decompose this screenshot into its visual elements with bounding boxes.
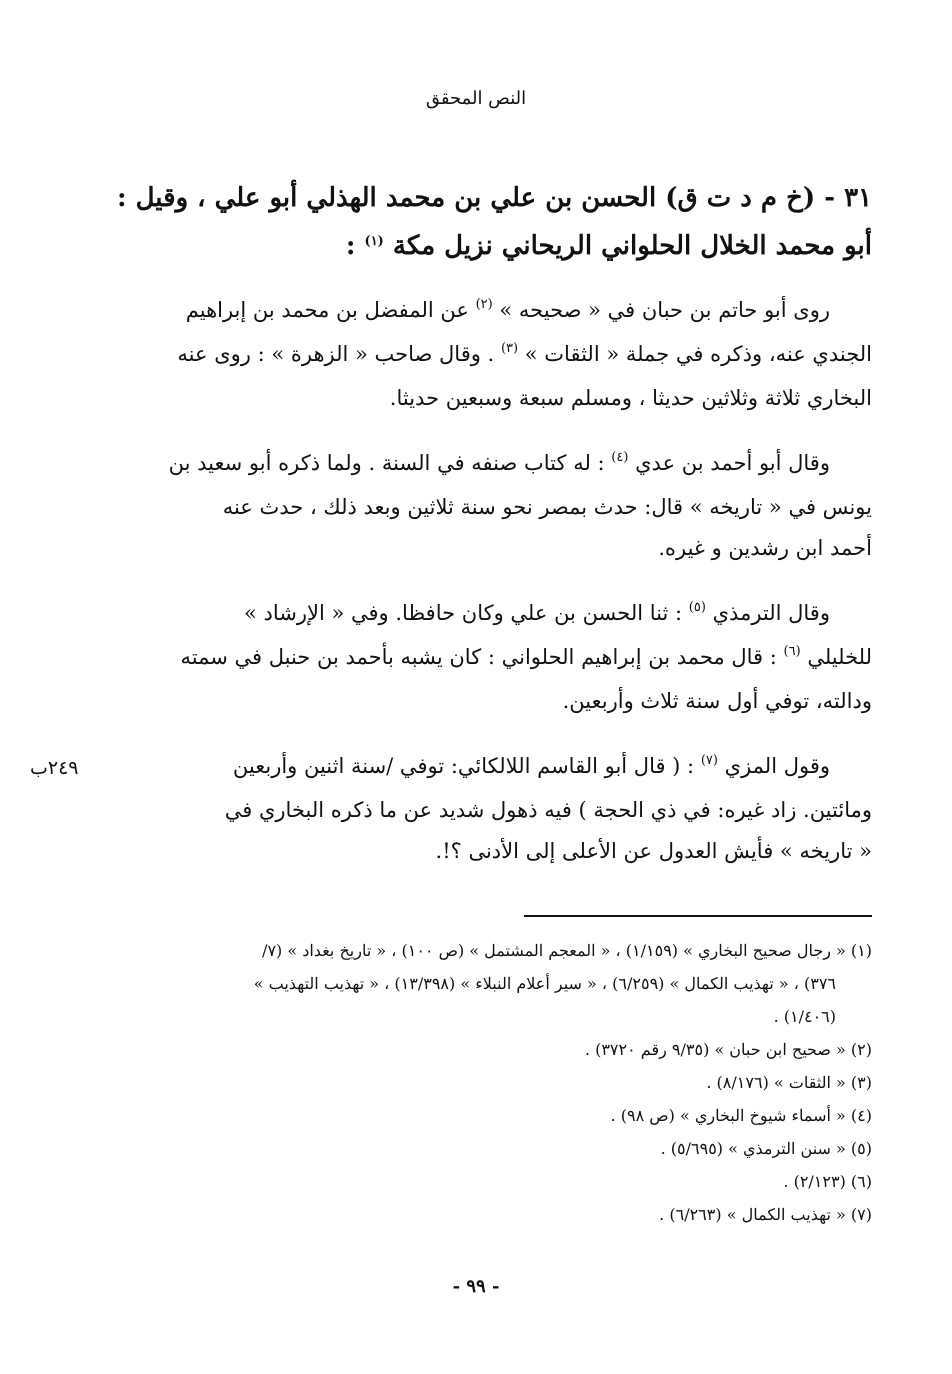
text-line [100, 290, 872, 334]
line-tail: عن المفضل بن محمد بن إبراهيم [185, 298, 469, 322]
text-line [100, 593, 872, 637]
line-text: للخليلي [807, 645, 872, 669]
footnote-line: (٣) « الثقات » (٨/١٧٦) . [706, 1073, 872, 1092]
entry-heading-line [72, 222, 872, 275]
text-line: ومائتين. زاد غيره: في ذي الحجة ) فيه ذهول شديد عن ما ذكره البخاري في [224, 798, 872, 822]
footnote-ref: (١) [364, 234, 384, 249]
text-line: البخاري ثلاثة وثلاثين حديثا ، ومسلم سبعة وسبعين حديثا. [389, 386, 872, 410]
footnote-line: ٣٧٦) ، « تهذيب الكمال » (٦/٢٥٩) ، « سير أعلام النبلاء » (١٣/٣٩٨) ، « تهذيب التهذيب » [253, 974, 836, 993]
paragraph [100, 290, 872, 419]
footnote-ref: (٦) [783, 644, 801, 659]
footnotes [92, 934, 872, 1231]
text-line: أحمد ابن رشدين و غيره. [658, 536, 872, 560]
entry-heading-line: ٣١ - (خ م د ت ق) الحسن بن علي بن محمد الهذلي أبو علي ، وقيل : [116, 183, 872, 213]
text-line [100, 637, 872, 681]
footnote-line: (٦) (٢/١٢٣) . [783, 1172, 872, 1191]
text-line: ودالته، توفي أول سنة ثلاث وأربعين. [562, 689, 872, 713]
footnote-line: (٧) « تهذيب الكمال » (٦/٢٦٣) . [659, 1205, 872, 1224]
line-text: وقال أبو أحمد بن عدي [635, 451, 830, 475]
line-tail: . وقال صاحب « الزهرة » : روى عنه [177, 342, 495, 366]
footnote-divider [524, 915, 872, 917]
line-text: الجندي عنه، وذكره في جملة « الثقات » [524, 342, 872, 366]
line-text: روى أبو حاتم بن حبان في « صحيحه » [499, 298, 830, 322]
footnote-ref: (٤) [611, 450, 629, 465]
paragraph [100, 443, 872, 569]
text-line [100, 443, 872, 487]
paragraph [100, 746, 872, 872]
footnote-line: (٢) « صحيح ابن حبان » (٩/٣٥ رقم ٣٧٢٠) . [584, 1040, 872, 1059]
line-tail: : ثنا الحسن بن علي وكان حافظا. وفي « الإرشاد » [244, 601, 683, 625]
entry-heading-text: أبو محمد الخلال الحلواني الريحاني نزيل مكة [392, 231, 872, 261]
entry-heading-colon: : [345, 231, 356, 261]
text-line [100, 746, 872, 790]
line-tail: : له كتاب صنفه في السنة . ولما ذكره أبو سعيد بن [168, 451, 605, 475]
line-text: وقال الترمذي [712, 601, 830, 625]
paragraph [100, 593, 872, 722]
body-text [100, 290, 872, 896]
text-line: « تاريخه » فأيش العدول عن الأعلى إلى الأدنى ؟!. [435, 839, 872, 863]
line-text: وقول المزي [724, 754, 830, 778]
page-number: - ٩٩ - [452, 1276, 500, 1297]
footnote-line: (١/٤٠٦) . [773, 1007, 836, 1026]
footnote-line: (٤) « أسماء شيوخ البخاري » (ص ٩٨) . [610, 1106, 872, 1125]
line-tail: : ( قال أبو القاسم اللالكائي: توفي /سنة اثنين وأربعين [232, 754, 695, 778]
footnote-ref: (٥) [688, 600, 706, 615]
footnote-ref: (٧) [700, 753, 718, 768]
manuscript-folio-note: ٢٤٩ب [30, 757, 79, 779]
footnote-ref: (٢) [475, 297, 493, 312]
running-header: النص المحقق [425, 88, 527, 109]
line-tail: : قال محمد بن إبراهيم الحلواني : كان يشبه بأحمد بن حنبل في سمته [180, 645, 777, 669]
text-line: يونس في « تاريخه » قال: حدث بمصر نحو سنة ثلاثين وبعد ذلك ، حدث عنه [222, 495, 872, 519]
text-line [100, 334, 872, 378]
footnote-ref: (٣) [500, 341, 519, 356]
footnote-line: (٥) « سنن الترمذي » (٥/٦٩٥) . [660, 1139, 872, 1158]
entry-heading [72, 174, 872, 275]
footnote-line: (١) « رجال صحيح البخاري » (١/١٥٩) ، « المعجم المشتمل » (ص ١٠٠) ، « تاريخ بغداد » (٧/ [262, 941, 872, 960]
